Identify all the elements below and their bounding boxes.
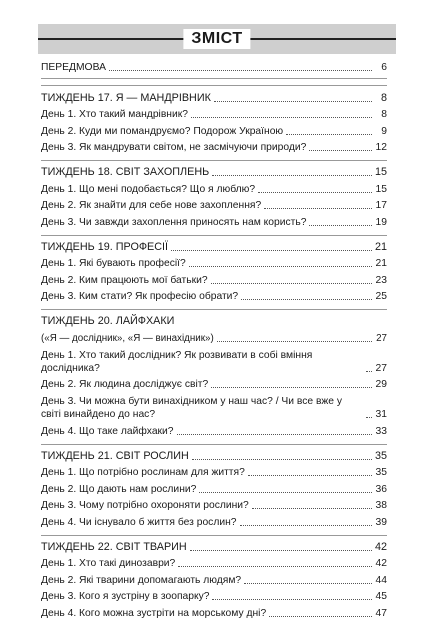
dot-leader bbox=[217, 341, 372, 342]
toc-entry[interactable] bbox=[41, 375, 387, 391]
dot-leader bbox=[199, 492, 372, 493]
toc-page-number: 21 bbox=[375, 258, 387, 270]
toc-entry-title: («Я — дослідник», «Я — винахідник») bbox=[41, 332, 214, 344]
toc-entry-title: ТИЖДЕНЬ 21. СВІТ РОСЛИН bbox=[41, 450, 189, 463]
toc-entry[interactable] bbox=[41, 238, 387, 254]
toc-entry[interactable] bbox=[41, 270, 387, 286]
toc-page-number: 44 bbox=[375, 574, 387, 586]
toc-entry-title: День 1. Що потрібно рослинам для життя? bbox=[41, 467, 245, 479]
toc-entry-title: День 1. Які бувають професії? bbox=[41, 258, 186, 270]
toc-entry[interactable] bbox=[41, 463, 387, 479]
toc-entry-title: День 2. Які тварини допомагають людям? bbox=[41, 574, 242, 586]
toc-page-number: 35 bbox=[375, 467, 387, 479]
dot-leader bbox=[366, 371, 372, 372]
toc-entry[interactable] bbox=[41, 196, 387, 212]
toc-entry[interactable] bbox=[41, 512, 387, 528]
toc-entry-title: ТИЖДЕНЬ 18. СВІТ ЗАХОПЛЕНЬ bbox=[41, 166, 210, 179]
toc-entry[interactable] bbox=[41, 88, 387, 104]
toc-entry-title: День 4. Що таке лайфхаки? bbox=[41, 425, 174, 437]
dot-leader bbox=[211, 387, 372, 388]
toc-page-number: 36 bbox=[375, 483, 387, 495]
toc-entry[interactable] bbox=[41, 479, 387, 495]
toc-entry-title: День 4. Кого можна зустріти на морському дні? bbox=[41, 607, 267, 619]
toc-entry[interactable] bbox=[41, 421, 387, 437]
toc-page-number: 9 bbox=[381, 125, 387, 137]
section-divider bbox=[41, 529, 387, 536]
dot-leader bbox=[244, 583, 372, 584]
toc-entry-title: ПЕРЕДМОВА bbox=[41, 62, 106, 74]
toc-entry-title: День 2. Що дають нам рослини? bbox=[41, 483, 197, 495]
section-divider bbox=[41, 438, 387, 445]
dot-leader bbox=[211, 283, 372, 284]
toc-page-number: 29 bbox=[375, 379, 387, 391]
dot-leader bbox=[240, 525, 372, 526]
toc-page-number: 38 bbox=[375, 500, 387, 512]
dot-leader bbox=[269, 616, 372, 617]
toc-entry-title: День 3. Чому потрібно охороняти рослини? bbox=[41, 500, 249, 512]
dot-leader bbox=[309, 225, 372, 226]
section-divider bbox=[41, 154, 387, 161]
toc-page-number: 31 bbox=[375, 409, 387, 421]
toc-entry-title: День 3. Кого я зустріну в зоопарку? bbox=[41, 591, 210, 603]
dot-leader bbox=[189, 266, 372, 267]
toc-entry[interactable] bbox=[41, 58, 387, 74]
toc-entry[interactable] bbox=[41, 328, 387, 344]
dot-leader bbox=[212, 175, 372, 176]
page-title: ЗМІСТ bbox=[183, 29, 250, 49]
toc-entry-title: День 2. Як людина досліджує світ? bbox=[41, 379, 209, 391]
toc-entry[interactable] bbox=[41, 391, 387, 421]
dot-leader bbox=[248, 475, 372, 476]
toc-entry-title: ТИЖДЕНЬ 19. ПРОФЕСІЇ bbox=[41, 240, 169, 253]
toc-entry-title: День 1. Хто такий дослідник? Як розвивати в собі вміння дослідника? bbox=[41, 349, 313, 374]
toc-entry[interactable] bbox=[41, 447, 387, 463]
toc-page-number: 6 bbox=[381, 62, 387, 74]
toc-entry[interactable] bbox=[41, 254, 387, 270]
toc-entry[interactable] bbox=[41, 163, 387, 179]
dot-leader bbox=[190, 550, 372, 551]
toc-entry[interactable] bbox=[41, 312, 387, 328]
toc-page-number: 15 bbox=[375, 183, 387, 195]
toc-entry-title: День 2. Ким працюють мої батьки? bbox=[41, 274, 208, 286]
toc-entry-title: ТИЖДЕНЬ 20. ЛАЙФХАКИ bbox=[41, 315, 175, 328]
dot-leader bbox=[192, 459, 372, 460]
toc-page-number: 27 bbox=[375, 362, 387, 374]
section-divider bbox=[41, 79, 387, 86]
toc-entry-title: День 4. Чи існувало б життя без рослин? bbox=[41, 516, 237, 528]
toc-entry[interactable] bbox=[41, 179, 387, 195]
toc-entry-title: ТИЖДЕНЬ 22. СВІТ ТВАРИН bbox=[41, 540, 187, 553]
toc-entry[interactable] bbox=[41, 105, 387, 121]
toc-page-number: 45 bbox=[375, 591, 387, 603]
toc-entry[interactable] bbox=[41, 587, 387, 603]
section-divider bbox=[41, 303, 387, 310]
toc-entry-title: День 3. Чи можна бути винахідником у наш час? / Чи все вже у світі винайдено до нас? bbox=[41, 396, 342, 421]
toc-entry[interactable] bbox=[41, 554, 387, 570]
toc-entry-title: День 2. Як знайти для себе нове захоплення? bbox=[41, 200, 262, 212]
dot-leader bbox=[241, 299, 372, 300]
dot-leader bbox=[212, 599, 372, 600]
section-divider bbox=[41, 229, 387, 236]
toc-page-number: 42 bbox=[374, 540, 387, 553]
toc-entry[interactable] bbox=[41, 603, 387, 619]
toc-page-number: 42 bbox=[375, 558, 387, 570]
toc-entry-title: День 1. Хто такий мандрівник? bbox=[41, 109, 188, 121]
toc-entry[interactable] bbox=[41, 138, 387, 154]
toc-entry[interactable] bbox=[41, 570, 387, 586]
toc-entry-title: День 3. Ким стати? Як професію обрати? bbox=[41, 291, 239, 303]
toc-entry[interactable] bbox=[41, 345, 387, 375]
toc-page-number: 39 bbox=[375, 516, 387, 528]
toc-entry-title: День 2. Куди ми помандруємо? Подорож Україною bbox=[41, 125, 284, 137]
toc-entry-title: День 1. Що мені подобається? Що я люблю? bbox=[41, 183, 256, 195]
toc-page-number: 23 bbox=[375, 274, 387, 286]
toc-entry-title: День 3. Чи завжди захоплення приносять нам користь? bbox=[41, 216, 307, 228]
toc-page-number: 8 bbox=[380, 91, 387, 104]
dot-leader bbox=[177, 434, 372, 435]
toc-entry[interactable] bbox=[41, 287, 387, 303]
toc-entry-title: День 1. Хто такі динозаври? bbox=[41, 558, 176, 570]
toc-page-number: 15 bbox=[374, 166, 387, 179]
dot-leader bbox=[178, 566, 372, 567]
toc-page-number: 8 bbox=[381, 109, 387, 121]
toc-page-number: 33 bbox=[375, 425, 387, 437]
toc-entry[interactable] bbox=[41, 121, 387, 137]
dot-leader bbox=[366, 417, 372, 418]
dot-leader bbox=[109, 70, 372, 71]
dot-leader bbox=[191, 117, 372, 118]
toc-page-number: 12 bbox=[375, 141, 387, 153]
toc-page-number: 47 bbox=[375, 607, 387, 619]
toc-page-number: 21 bbox=[374, 240, 387, 253]
dot-leader bbox=[264, 208, 372, 209]
title-bar bbox=[38, 24, 396, 54]
toc-entry-title: ТИЖДЕНЬ 17. Я — МАНДРІВНИК bbox=[41, 91, 211, 104]
toc-page-number: 25 bbox=[375, 291, 387, 303]
toc-entry[interactable] bbox=[41, 212, 387, 228]
dot-leader bbox=[252, 508, 372, 509]
dot-leader bbox=[258, 192, 372, 193]
dot-leader bbox=[309, 150, 372, 151]
dot-leader bbox=[214, 101, 372, 102]
toc-page-number: 19 bbox=[375, 216, 387, 228]
toc-page-number: 35 bbox=[374, 450, 387, 463]
table-of-contents bbox=[41, 58, 387, 620]
toc-page-number: 17 bbox=[375, 200, 387, 212]
dot-leader bbox=[286, 134, 372, 135]
toc-entry[interactable] bbox=[41, 496, 387, 512]
dot-leader bbox=[171, 250, 372, 251]
toc-entry-title: День 3. Як мандрувати світом, не засмічуючи природи? bbox=[41, 141, 307, 153]
toc-page-number: 27 bbox=[376, 332, 387, 344]
